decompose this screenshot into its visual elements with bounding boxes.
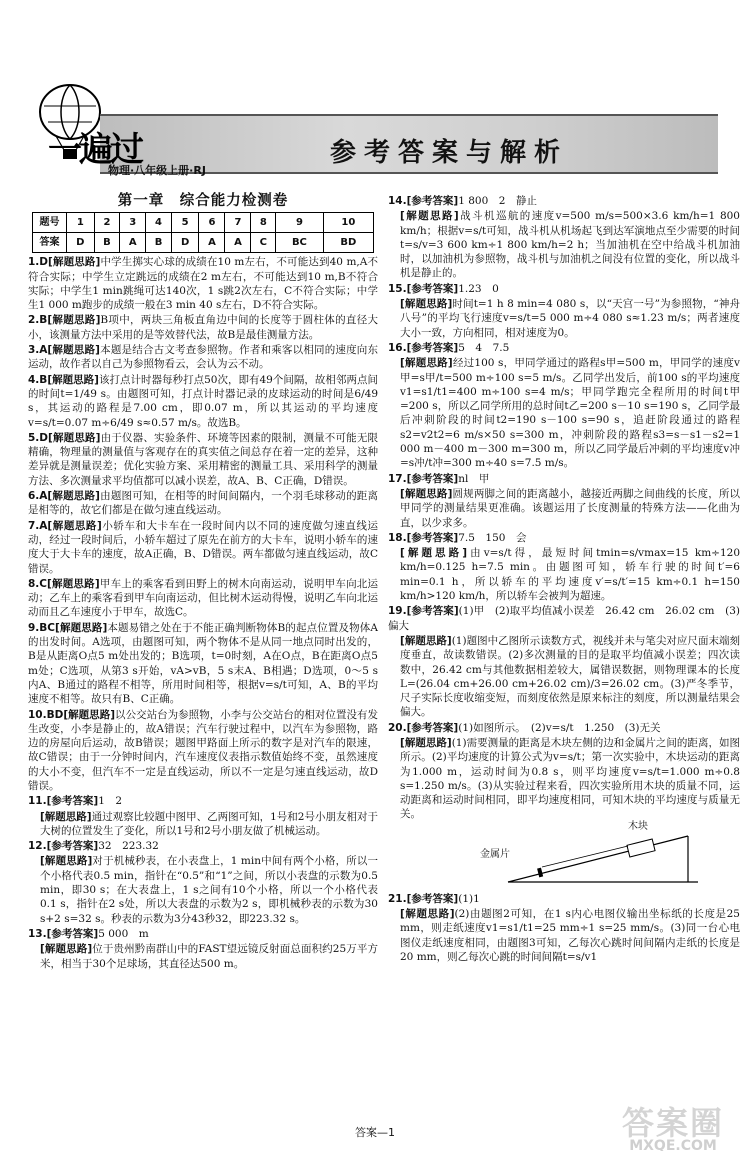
answer-item bbox=[28, 810, 378, 839]
item-text: 5 4 7.5 bbox=[458, 341, 510, 354]
answer-item bbox=[388, 209, 740, 280]
answer-item bbox=[388, 736, 740, 822]
item-number: 7.A bbox=[28, 519, 48, 532]
item-text: 战斗机巡航的速度v=500 m/s=500×3.6 km/h=1 800 km/h；根据v=s/t可知，战斗机从机场起飞到达军演地点至少需要的时间t=s/v=3 600 km÷1 800 km/h=2 h；当加油机在空中给战斗机加油时，以加油机为参照物，战斗机与加油机之间没有位置的变化，所以战斗机是静止的。 bbox=[400, 210, 740, 280]
answer-table-cell: C bbox=[251, 233, 276, 253]
item-text: 本题易错之处在于不能正确判断物体B的起点位置及物体A的出发时间。A选项，由题图可知，两个物体不是从同一地点同时出发的，B是从距离O点5 m处出发的；B选项，t=0时刻，A在O点，B在距离O点5 m处；C选项，从第3 s开始，vA>vB，5 s末A、B相遇；D选项，0～5 s内A、B通过的路程不相等，所用时间相等，根据v=s/t可知，A、B的平均速度不相等。故只有B、C正确。 bbox=[28, 621, 378, 706]
slope-figure bbox=[478, 820, 708, 890]
item-text: 中学生掷实心球的成绩在10 m左右，不可能达到40 m,A不符合实际；中学生立定跳远的成绩在2 m左右，不可能达到10 m,B不符合实际；中学生1 min跳绳可达140次，1 s跳2次左右，C不符合实际；中学生1 000 m跑步的成绩一般在3 min 40 s左右，D不符合实际。 bbox=[28, 256, 378, 312]
item-number: 2.B bbox=[28, 314, 48, 327]
item-tag: [参考答案] bbox=[46, 840, 99, 853]
item-tag: [解题思路] bbox=[400, 298, 453, 311]
item-tag: [解题思路] bbox=[400, 547, 468, 560]
answer-table-cell: 2 bbox=[94, 213, 120, 233]
item-tag: [解题思路] bbox=[48, 256, 101, 269]
answer-item bbox=[28, 313, 378, 342]
item-tag: [参考答案] bbox=[406, 282, 459, 295]
answer-item bbox=[28, 431, 378, 488]
item-text: 时间t=1 h 8 min=4 080 s，以“天宫一号”为参照物，“神舟八号”的平均飞行速度v=s/t=5 000 m÷4 080 s≈1.23 m/s；两者速度大小一致，方向相同，相对速度为0。 bbox=[400, 298, 740, 339]
item-text: 本题是结合古文考查参照物。作者和乘客以相同的速度向东运动，故作者以自己为参照物看云，会认为云不动。 bbox=[28, 344, 378, 371]
answer-item bbox=[28, 343, 378, 372]
item-text: 通过观察比较题中图甲、乙两图可知，1号和2号小朋友相对于大树的位置发生了变化，所以1号和2号小朋友做了机械运动。 bbox=[40, 810, 378, 837]
item-text: (1)题图中乙图所示读数方式，视线并未与笔尖对应尺面末端刻度垂直，故读数错误。(2)多次测量的目的是取平均值减小误差；四次读数中，26.42 cm与其他数据相差较大，属错误数据，则物理课本的长度L=(26.04 cm+26.00 cm+26.02 cm)/3=26.02 cm。(3)严冬季节，尺子实际长度收缩变短，而刻度依然是原来标注的刻度，所以测量结果会偏大。 bbox=[400, 634, 740, 719]
answer-item bbox=[28, 373, 378, 430]
answer-item bbox=[388, 487, 740, 530]
item-tag: [解题思路] bbox=[400, 908, 455, 921]
answer-table-cell: 9 bbox=[276, 213, 323, 233]
answer-table-cell: 7 bbox=[225, 213, 251, 233]
item-tag: [解题思路] bbox=[400, 487, 453, 500]
item-text: 由v=s/t得，最短时间tmin=s/vmax=15 km÷120 km/h=0.125 h=7.5 min。由题图可知，轿车行驶的时间t′=6 min=0.1 h，所以轿车的平均速度v′=s/t′=15 km÷0.1 h=150 km/h>120 km/h，所以轿车会被判为超速。 bbox=[400, 547, 740, 603]
item-number: 17. bbox=[388, 472, 407, 485]
answer-table-cell: 题号 bbox=[33, 213, 67, 233]
answer-item bbox=[28, 708, 378, 794]
item-number: 9.BC bbox=[28, 621, 56, 634]
item-tag: [解题思路] bbox=[47, 490, 100, 503]
item-text: 经过100 s，甲同学通过的路程s甲=500 m，甲同学的速度v甲=s甲/t=500 m÷100 s=5 m/s。乙同学出发后，前100 s的平均速度v1=s1/t1=400 m÷100 s=4 m/s；甲同学跑完全程所用的时间t甲=200 s，所以乙同学所用的总时间t乙=200 s－10 s=190 s，乙同学最后冲刺阶段的时间t2=190 s－100 s=90 s，追赶阶段通过的路程s2=v2t2=6 m/s×50 s=300 m，冲刺阶段的路程s3=s－s1－s2=1 000 m－400 m－300 m=300 m，所以乙同学最后冲刺的平均速度v冲=s冲/t冲=300 m÷40 s=7.5 m/s。 bbox=[400, 357, 740, 470]
block-label: 木块 bbox=[628, 820, 648, 832]
answer-item bbox=[28, 621, 378, 707]
item-tag: [参考答案] bbox=[406, 892, 459, 905]
answer-item bbox=[28, 577, 378, 620]
answer-item bbox=[388, 282, 740, 296]
answer-table-cell: BD bbox=[323, 233, 373, 253]
item-number: 10.BD bbox=[28, 708, 64, 721]
item-tag: [解题思路] bbox=[40, 855, 93, 868]
answer-table bbox=[32, 212, 374, 253]
right-item-list bbox=[388, 194, 740, 822]
watermark bbox=[598, 1098, 748, 1151]
answer-item bbox=[388, 721, 740, 735]
answer-item bbox=[388, 531, 740, 545]
item-number: 15. bbox=[388, 282, 407, 295]
answer-table-cell: 4 bbox=[146, 213, 172, 233]
slope-diagram bbox=[478, 824, 708, 890]
item-number: 19. bbox=[388, 605, 407, 618]
answer-table-cell: BC bbox=[276, 233, 323, 253]
item-text: 该打点计时器每秒打点50次，即有49个间隔，故相邻两点间的时间t=1/49 s。由题图可知，打点计时器记录的皮球运动的时间是6/49 s，其运动的路程是7.00 cm，即0.07 m，所以其运动的平均速度v=s/t=0.07 m÷6/49 s≈0.57 m/s。故选B。 bbox=[28, 373, 378, 429]
answer-item bbox=[388, 356, 740, 470]
answer-table-cell: 8 bbox=[251, 213, 276, 233]
answer-item bbox=[28, 839, 378, 853]
item-tag: [解题思路] bbox=[400, 357, 453, 370]
item-text: 1.23 0 bbox=[458, 282, 499, 295]
item-tag: [解题思路] bbox=[40, 943, 93, 956]
item-tag: [解题思路] bbox=[47, 344, 100, 357]
item-text: 32 223.32 bbox=[98, 840, 159, 853]
item-text: 甲车上的乘客看到田野上的树木向南运动，说明甲车向北运动；乙车上的乘客看到甲车向南运动，但比树木运动得慢，说明乙车向北运动而且乙车速度小于甲车，故选C。 bbox=[28, 577, 379, 619]
answer-table-cell: D bbox=[171, 233, 199, 253]
item-number: 11. bbox=[28, 795, 47, 808]
item-number: 3.A bbox=[28, 344, 48, 357]
answer-table-cell: 答案 bbox=[33, 233, 67, 253]
item-tag: [参考答案] bbox=[406, 472, 459, 485]
item-text: (1)如图所示。 (2)v=s/t 1.250 (3)无关 bbox=[458, 721, 661, 734]
item-tag: [解题思路] bbox=[47, 373, 99, 386]
right-item-list bbox=[388, 892, 740, 964]
answer-item bbox=[28, 794, 378, 808]
item-text: 以公交站台为参照物，小李与公交站台的相对位置没有发生改变，小李是静止的，故A错误；汽车行驶过程中，以汽车为参照物，路边的房屋向后运动，故B错误；题图甲路面上所示的数字是对汽车的限速，故C错误；由于一分钟时间内，汽车速度仪表指示数值始终不变，虽然速度的大小不变，但汽车不一定是直线运动，所以不一定是匀速直线运动，故D错误。 bbox=[28, 708, 378, 792]
item-tag: [解题思路] bbox=[47, 314, 101, 327]
item-number: 5.D bbox=[28, 431, 49, 444]
answer-table-cell: A bbox=[120, 233, 146, 253]
answer-item bbox=[388, 341, 740, 355]
item-number: 14. bbox=[388, 195, 407, 207]
answer-table-cell: 5 bbox=[171, 213, 199, 233]
left-column bbox=[28, 194, 378, 972]
item-text: 7.5 150 会 bbox=[458, 531, 527, 544]
item-tag: [参考答案] bbox=[46, 795, 99, 808]
answer-item bbox=[388, 546, 740, 603]
item-tag: [解题思路] bbox=[63, 708, 116, 721]
item-tag: [参考答案] bbox=[406, 195, 459, 207]
right-column bbox=[388, 194, 740, 965]
item-number: 8.C bbox=[28, 577, 48, 590]
item-tag: [解题思路] bbox=[47, 577, 100, 590]
item-text: 1 800 2 静止 bbox=[458, 195, 537, 207]
answer-table-cell: D bbox=[67, 233, 95, 253]
item-text: (1)1 bbox=[458, 892, 480, 905]
answer-table-cell: B bbox=[146, 233, 172, 253]
watermark-text: 答案圈 bbox=[621, 1104, 724, 1142]
item-text: 对于机械秒表，在小表盘上，1 min中间有两个小格，所以一个小格代表0.5 min，指针在“0.5”和“1”之间，所以小表盘的示数为0.5 min，即30 s；在大表盘上，1 s之间有10个小格，所以一个小格代表0.1 s，指针在2 s处，所以大表盘的示数为2 s，即机械秒表的示数为30 s+2 s=32 s。秒表的示数为3分43秒32，即223.32 s。 bbox=[40, 855, 378, 925]
answer-item bbox=[388, 604, 740, 633]
plate-label: 金属片 bbox=[480, 848, 510, 860]
item-text: (1)需要测量的距离是木块左侧的边和金属片之间的距离，如图所示。(2)平均速度的计算公式为v=s/t；第一次实验中，木块运动的距离为1.000 m，运动时间为0.8 s，则平均速度v=s/t=1.000 m÷0.8 s=1.250 m/s。(3)从实验过程来看，四次实验所用木块的质量不同，运动距离和运动时间相同，即平均速度相同，可知木块的平均速度与质量无关。 bbox=[400, 736, 740, 821]
item-tag: [解题思路] bbox=[40, 810, 92, 823]
left-item-list bbox=[28, 255, 378, 971]
watermark-url: MXQE.COM bbox=[629, 1138, 717, 1151]
item-text: 位于贵州黔南群山中的FAST望远镜反射面总面积约25万平方米，相当于30个足球场，其直径达500 m。 bbox=[40, 943, 378, 970]
page-title: 参考答案与解析 bbox=[330, 138, 569, 168]
item-number: 4.B bbox=[28, 373, 48, 386]
item-number: 12. bbox=[28, 840, 47, 853]
answer-item bbox=[388, 634, 740, 720]
item-tag: [解题思路] bbox=[48, 431, 101, 444]
answer-table-cell: 3 bbox=[120, 213, 146, 233]
answer-table-row bbox=[33, 233, 374, 253]
item-text: 1 2 bbox=[98, 795, 123, 808]
item-number: 6.A bbox=[28, 490, 48, 503]
answer-item bbox=[28, 489, 378, 518]
answer-item bbox=[388, 907, 740, 964]
answer-table-cell: A bbox=[225, 233, 251, 253]
item-text: 由于仪器、实验条件、环境等因素的限制，测量不可能无限精确，物理量的测量值与客观存在的真实值之间总存在着一定的差异，这种差异就是测量误差；优化实验方案、采用精密的测量工具、采用科学的测量方法、多次测量求平均值都可以减小误差，故A、B、C正确，D错误。 bbox=[28, 431, 378, 487]
answer-item bbox=[28, 942, 378, 971]
item-number: 13. bbox=[28, 927, 47, 940]
brand-logo: 一遍过 bbox=[48, 130, 141, 170]
page-footer: 答案—1 bbox=[355, 1126, 395, 1139]
answer-table-cell: A bbox=[199, 233, 225, 253]
answer-item bbox=[28, 854, 378, 925]
answer-item bbox=[28, 927, 378, 941]
item-tag: [参考答案] bbox=[46, 927, 99, 940]
answer-item bbox=[388, 472, 740, 486]
item-text: 由题图可知，在相等的时间间隔内，一个羽毛球移动的距离是相等的，故它们都是在做匀速直线运动。 bbox=[28, 490, 378, 517]
item-tag: [解题思路] bbox=[400, 736, 452, 749]
item-tag: [解题思路] bbox=[400, 634, 452, 647]
answer-table-cell: 6 bbox=[199, 213, 225, 233]
item-text: (2)由题图2可知，在1 s内心电图仪输出坐标纸的长度是25 mm，则走纸速度v1=s1/t1=25 mm÷1 s=25 mm/s。(3)同一台心电图仪走纸速度相同，由题图3可知，乙每次心跳时间间隔内走纸的长度是20 mm，则乙每次心跳的时间间隔t=s/v1 bbox=[400, 908, 740, 963]
item-text: 小轿车和大卡车在一段时间内以不同的速度做匀速直线运动，经过一段时间后，小轿车超过了原先在前方的大卡车，说明小轿车的速度大于大卡车的速度，故A正确，B、D错误。两车都做匀速直线运动，故C错误。 bbox=[28, 519, 378, 575]
chapter-title: 第一章 综合能力检测卷 bbox=[117, 193, 289, 209]
item-number: 16. bbox=[388, 341, 407, 354]
item-tag: [解题思路] bbox=[55, 621, 108, 634]
answer-table-row bbox=[33, 213, 374, 233]
item-tag: [参考答案] bbox=[406, 721, 459, 734]
item-text: 5 000 m bbox=[98, 927, 149, 940]
item-tag: [参考答案] bbox=[406, 341, 459, 354]
item-text: B项中，两块三角板直角边中间的长度等于圆柱体的直径大小，该测量方法中采用的是等效替代法，故B是最佳测量方法。 bbox=[28, 314, 378, 341]
book-subtitle: 物理·八年级上册·RJ bbox=[108, 164, 206, 177]
answer-item bbox=[388, 892, 740, 906]
item-tag: [参考答案] bbox=[406, 605, 459, 618]
answer-table-cell: 1 bbox=[67, 213, 95, 233]
item-text: 圆规两脚之间的距离越小，越接近两脚之间曲线的长度，所以甲同学的测量结果更准确。该题运用了长度测量的特殊方法——化曲为直，以少求多。 bbox=[400, 487, 741, 529]
answer-item bbox=[28, 255, 378, 312]
item-text: (1)甲 (2)取平均值减小误差 26.42 cm 26.02 cm (3)偏大 bbox=[388, 605, 740, 632]
answer-item bbox=[388, 194, 740, 208]
item-number: 1.D bbox=[28, 256, 49, 269]
item-text: nl 甲 bbox=[458, 472, 490, 485]
item-tag: [解题思路] bbox=[400, 210, 459, 223]
item-tag: [参考答案] bbox=[406, 531, 459, 544]
answer-item bbox=[388, 297, 740, 340]
answer-item bbox=[28, 519, 378, 576]
item-number: 21. bbox=[388, 892, 407, 905]
answer-table-cell: B bbox=[94, 233, 120, 253]
item-number: 20. bbox=[388, 721, 407, 734]
item-number: 18. bbox=[388, 531, 407, 544]
item-tag: [解题思路] bbox=[47, 519, 102, 532]
answer-table-cell: 10 bbox=[323, 213, 373, 233]
